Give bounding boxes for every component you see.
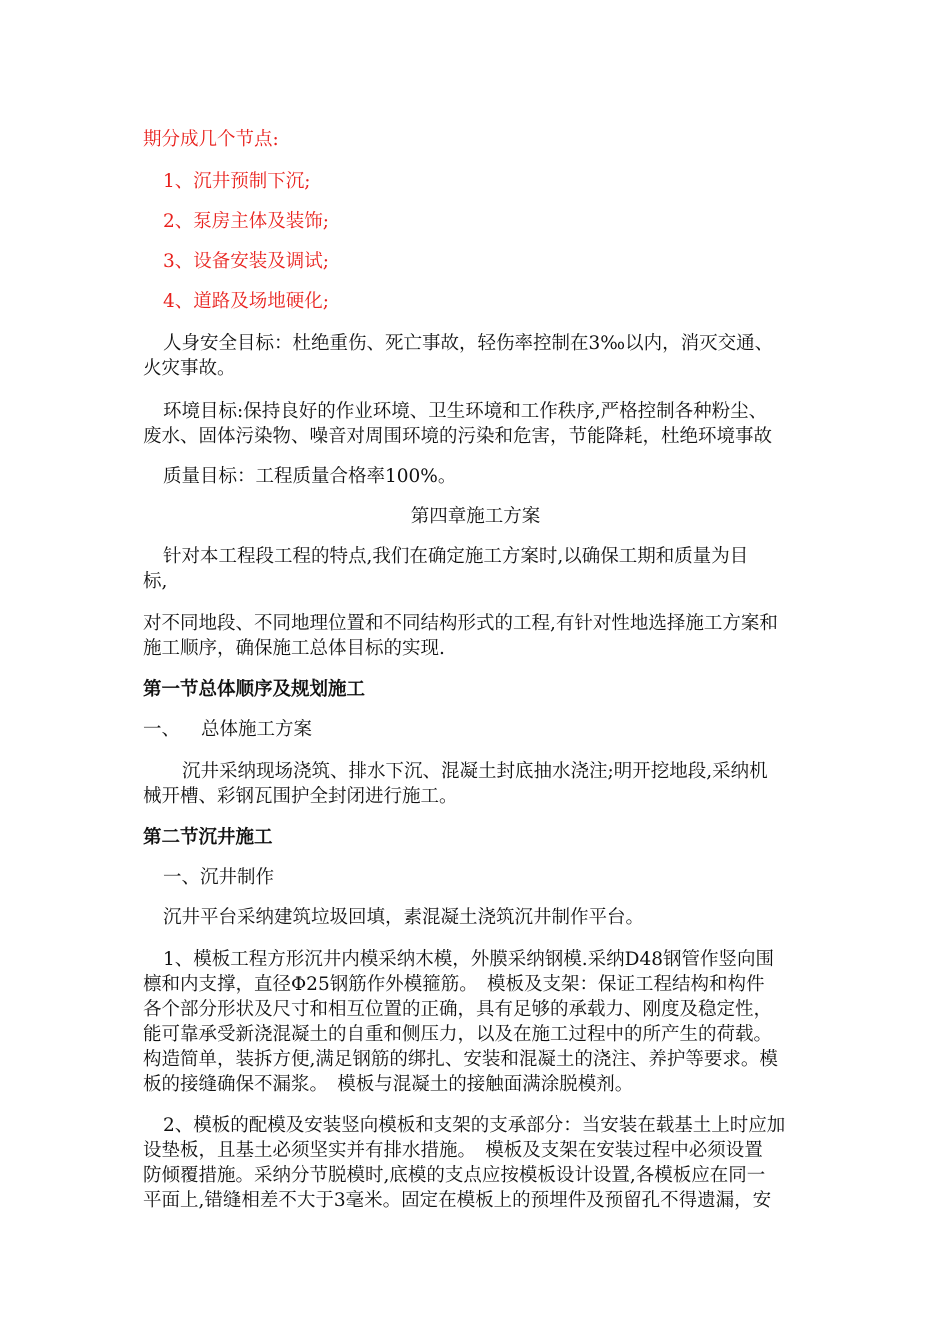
section-2-paragraph-1-line-2: 檩和内支撑，直径Φ25钢筋作外模箍筋。 模板及支架：保证工程结构和构件 bbox=[143, 974, 765, 995]
section-2-title: 第二节沉井施工 bbox=[143, 827, 273, 848]
section-2-paragraph-2-line-2: 设垫板，且基土必须坚实并有排水措施。 模板及支架在安装过程中必须设置 bbox=[143, 1140, 763, 1161]
milestone-item-4: 4、道路及场地硬化; bbox=[163, 291, 330, 312]
chapter-paragraph-1-line-2: 标, bbox=[143, 571, 168, 592]
quality-goal: 质量目标：工程质量合格率100%。 bbox=[163, 466, 457, 487]
safety-goal-line-2: 火灾事故。 bbox=[143, 358, 236, 379]
environment-goal-line-2: 废水、固体污染物、噪音对周围环境的污染和危害，节能降耗，杜绝环境事故 bbox=[143, 426, 773, 447]
chapter-title: 第四章施工方案 bbox=[410, 506, 541, 527]
section-2-paragraph-0: 沉井平台采纳建筑垃圾回填，素混凝土浇筑沉井制作平台。 bbox=[163, 907, 645, 928]
section-1-subheading: 总体施工方案 bbox=[201, 719, 313, 740]
section-2-paragraph-1-line-3: 各个部分形状及尺寸和相互位置的正确，具有足够的承载力、刚度及稳定性， bbox=[143, 999, 773, 1020]
section-1-title: 第一节总体顺序及规划施工 bbox=[143, 679, 366, 700]
milestone-item-3: 3、设备安装及调试; bbox=[163, 251, 330, 272]
chapter-paragraph-1-line-1: 针对本工程段工程的特点,我们在确定施工方案时,以确保工期和质量为目 bbox=[163, 546, 749, 567]
section-2-subheading: 一、沉井制作 bbox=[163, 867, 275, 888]
section-2-paragraph-2-line-1: 2、模板的配模及安装竖向模板和支架的支承部分：当安装在载基土上时应加 bbox=[163, 1115, 786, 1136]
section-2-paragraph-2-line-4: 平面上,错缝相差不大于3毫米。固定在模板上的预埋件及预留孔不得遗漏，安 bbox=[143, 1190, 772, 1211]
section-1-subheading-number: 一、 bbox=[143, 719, 181, 740]
chapter-paragraph-2-line-1: 对不同地段、不同地理位置和不同结构形式的工程,有针对性地选择施工方案和 bbox=[143, 613, 778, 634]
section-1-paragraph-line-1: 沉井采纳现场浇筑、排水下沉、混凝土封底抽水浇注;明开挖地段,采纳机 bbox=[182, 761, 768, 782]
section-1-paragraph-line-2: 械开槽、彩钢瓦围护全封闭进行施工。 bbox=[143, 786, 458, 807]
section-2-paragraph-1-line-4: 能可靠承受新浇混凝土的自重和侧压力，以及在施工过程中的所产生的荷载。 bbox=[143, 1024, 773, 1045]
safety-goal-line-1: 人身安全目标：杜绝重伤、死亡事故，轻伤率控制在3‰以内，消灭交通、 bbox=[163, 333, 774, 354]
milestones-intro: 期分成几个节点: bbox=[143, 129, 279, 150]
section-2-paragraph-2-line-3: 防倾覆措施。采纳分节脱模时,底模的支点应按模板设计设置,各模板应在同一 bbox=[143, 1165, 766, 1186]
section-2-paragraph-1-line-5: 构造简单，装拆方便,满足钢筋的绑扎、安装和混凝土的浇注、养护等要求。模 bbox=[143, 1049, 778, 1070]
section-2-paragraph-1-line-1: 1、模板工程方形沉井内模采纳木模，外膜采纳钢模.采纳D48钢管作竖向围 bbox=[163, 949, 775, 970]
environment-goal-line-1: 环境目标:保持良好的作业环境、卫生环境和工作秩序,严格控制各种粉尘、 bbox=[163, 401, 768, 422]
section-2-paragraph-1-line-6: 板的接缝确保不漏浆。 模板与混凝土的接触面满涂脱模剂。 bbox=[143, 1074, 634, 1095]
milestone-item-1: 1、沉井预制下沉; bbox=[163, 171, 311, 192]
chapter-paragraph-2-line-2: 施工顺序，确保施工总体目标的实现. bbox=[143, 638, 445, 659]
milestone-item-2: 2、泵房主体及装饰; bbox=[163, 211, 330, 232]
